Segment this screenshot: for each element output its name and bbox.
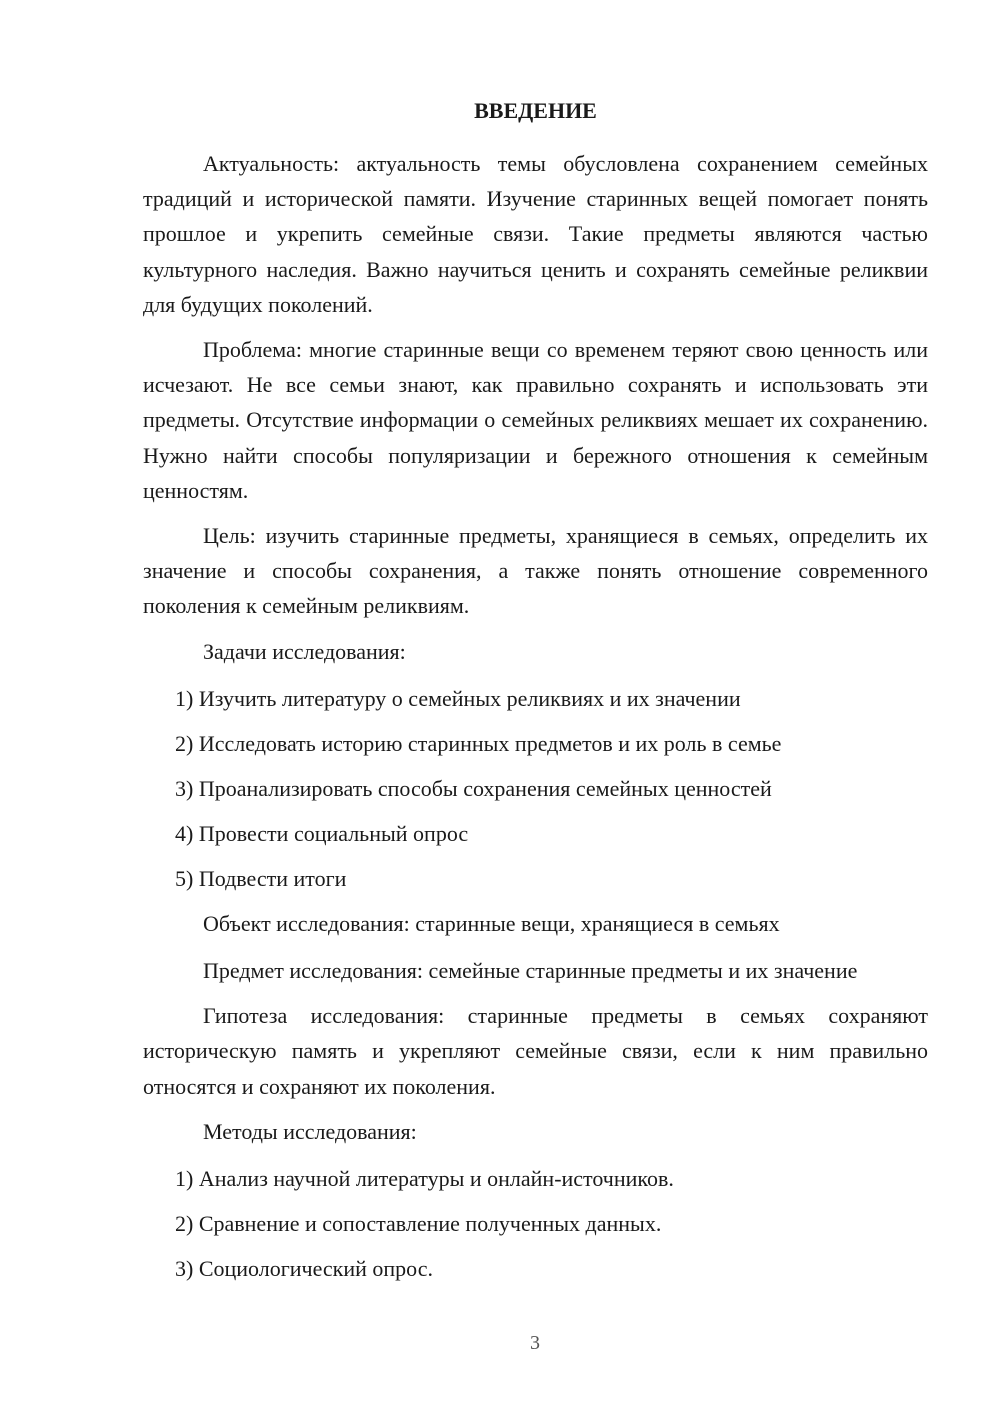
methods-list [143, 1161, 928, 1286]
goal-paragraph: Цель: изучить старинные предметы, хранящиеся в семьях, определить их значение и способы сохранения, а также понять отношение современного поколения к семейным реликвиям. [143, 523, 928, 619]
method-item: 2) Сравнение и сопоставление полученных данных. [175, 1211, 662, 1237]
task-item: 2) Исследовать историю старинных предметов и их роль в семье [175, 730, 782, 756]
page-number: 3 [530, 1332, 540, 1354]
task-item: 5) Подвести итоги [175, 865, 347, 891]
tasks-list [143, 681, 928, 896]
methods-heading: Методы исследования: [203, 1118, 417, 1144]
method-item: 3) Социологический опрос. [175, 1256, 433, 1282]
task-item: 1) Изучить литературу о семейных реликвиях и их значении [175, 685, 741, 711]
tasks-heading: Задачи исследования: [203, 638, 406, 664]
problem-paragraph: Проблема: многие старинные вещи со временем теряют свою ценность или исчезают. Не все семьи знают, как правильно сохранять и использовать эти предметы. Отсутствие информации о семейных реликвиях мешает их сохранению. Нужно найти способы популяризации и бережного отношения к семейным ценностям. [143, 337, 928, 503]
section-title: ВВЕДЕНИЕ [474, 98, 597, 123]
hypothesis-paragraph: Гипотеза исследования: старинные предметы в семьях сохраняют историческую память и укрепляют семейные связи, если к ним правильно относятся и сохраняют их поколения. [143, 1003, 928, 1099]
task-item: 3) Проанализировать способы сохранения семейных ценностей [175, 775, 772, 801]
subject-paragraph: Предмет исследования: семейные старинные предметы и их значение [203, 958, 858, 984]
task-item: 4) Провести социальный опрос [175, 820, 469, 846]
document-page [143, 96, 928, 1296]
method-item: 1) Анализ научной литературы и онлайн-источников. [175, 1166, 674, 1192]
relevance-paragraph: Актуальность: актуальность темы обусловлена сохранением семейных традиций и исторической памяти. Изучение старинных вещей помогает понять прошлое и укрепить семейные связи. Такие предметы являются частью культурного наследия. Важно научиться ценить и сохранять семейные реликвии для будущих поколений. [143, 151, 928, 317]
object-paragraph: Объект исследования: старинные вещи, хранящиеся в семьях [203, 910, 780, 936]
